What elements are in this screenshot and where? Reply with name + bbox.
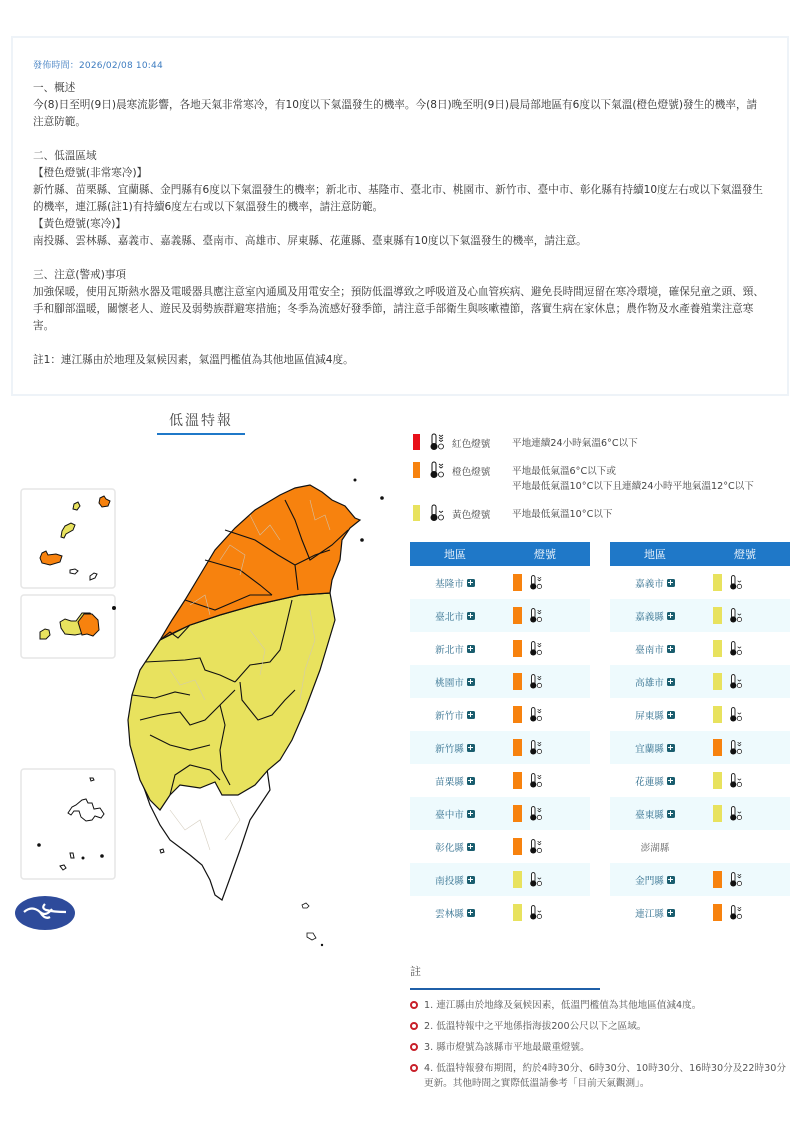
table-row (410, 863, 590, 896)
note-item (410, 1019, 790, 1034)
legend-desc-line: 平地最低氣溫10°C以下 (512, 509, 613, 520)
penghu-inset-frame (21, 769, 115, 879)
bullet-icon (410, 1022, 418, 1030)
signal-color-bar (713, 772, 722, 789)
thermometer-icon (528, 706, 542, 723)
region-name-cell[interactable] (610, 675, 700, 689)
signal-color-bar (513, 838, 522, 855)
note-text: 1. 連江縣由於地緣及氣候因素，低溫門檻值為其他地區值減4度。 (424, 1000, 702, 1011)
region-name[interactable]: 桃園市 (435, 677, 464, 689)
map-title: 低溫特報 (169, 413, 233, 429)
region-name[interactable]: 屏東縣 (635, 710, 664, 722)
region-name-cell[interactable] (410, 642, 500, 656)
signal-cell (700, 871, 790, 888)
region-name[interactable]: 新竹市 (435, 710, 464, 722)
legend-desc (512, 433, 638, 451)
region-name-cell[interactable] (610, 609, 700, 623)
region-name-cell[interactable] (610, 774, 700, 788)
region-name-cell[interactable] (410, 807, 500, 821)
bullet-icon (410, 1064, 418, 1072)
thermometer-icon (728, 904, 742, 921)
legend-desc (512, 461, 754, 494)
region-yellow-signal (128, 593, 335, 810)
signal-cell (700, 904, 790, 921)
region-name-cell[interactable] (610, 807, 700, 821)
thermometer-icon (728, 607, 742, 624)
region-name[interactable]: 連江縣 (635, 908, 664, 920)
expand-plus-icon[interactable] (667, 876, 675, 884)
taiwan-map (10, 400, 400, 960)
table-row (410, 665, 590, 698)
thermometer-icon (728, 805, 742, 822)
note-item (410, 1040, 790, 1055)
table-row (410, 764, 590, 797)
yellow-signal-heading: 【黃色燈號(寒冷)】 (33, 218, 127, 230)
notes-underline (410, 988, 600, 990)
bulletin-panel (11, 36, 789, 396)
section-heading: 二、低溫區域 (33, 150, 97, 162)
table-row (610, 698, 790, 731)
signal-color-bar (513, 739, 522, 756)
header-signal: 燈號 (734, 548, 756, 561)
region-name-cell[interactable] (610, 873, 700, 887)
table-row (410, 698, 590, 731)
signal-color-bar (513, 904, 522, 921)
region-name-cell (610, 840, 700, 854)
thermometer-icon (728, 574, 742, 591)
thermometer-orange-icon (428, 461, 444, 479)
header-region: 地區 (444, 548, 466, 561)
thermometer-icon (528, 739, 542, 756)
expand-plus-icon[interactable] (467, 909, 475, 917)
expand-plus-icon[interactable] (467, 876, 475, 884)
thermometer-yellow-icon (428, 504, 444, 522)
note-item (410, 998, 790, 1013)
expand-plus-icon[interactable] (467, 645, 475, 653)
signal-color-bar (713, 706, 722, 723)
expand-plus-icon[interactable] (467, 810, 475, 818)
yellow-signal-text: 南投縣、雲林縣、嘉義市、嘉義縣、臺南市、高雄市、屏東縣、花蓮縣、臺東縣有10度以下氣溫發生的機率，請注意。 (33, 235, 587, 247)
region-name[interactable]: 新北市 (435, 644, 464, 656)
region-name-cell[interactable] (610, 741, 700, 755)
section-precautions (33, 267, 767, 335)
orange-signal-heading: 【橙色燈號(非常寒冷)】 (33, 167, 148, 179)
region-name[interactable]: 高雄市 (635, 677, 664, 689)
signal-cell (500, 805, 590, 822)
region-table-right (610, 542, 790, 929)
thermometer-icon (528, 871, 542, 888)
signal-cell (700, 640, 790, 657)
signal-color-bar (713, 640, 722, 657)
thermometer-icon (528, 673, 542, 690)
thermometer-icon (528, 805, 542, 822)
region-name[interactable]: 嘉義縣 (635, 611, 664, 623)
map-title-block (157, 410, 245, 435)
legend-desc (512, 504, 612, 522)
thermometer-icon (528, 574, 542, 591)
region-name: 澎湖縣 (640, 842, 670, 854)
legend-name: 橙色燈號 (452, 467, 491, 478)
table-row (410, 830, 590, 863)
note-item (410, 1061, 790, 1091)
map-title-underline (157, 433, 245, 435)
table-row (610, 764, 790, 797)
signal-color-bar (513, 673, 522, 690)
table-body (610, 566, 790, 929)
expand-plus-icon[interactable] (667, 678, 675, 686)
table-header (410, 542, 590, 566)
thermometer-icon (528, 772, 542, 789)
table-row (410, 599, 590, 632)
notes-title: 註 (410, 965, 421, 978)
signal-cell (700, 739, 790, 756)
expand-plus-icon[interactable] (467, 777, 475, 785)
table-row (610, 863, 790, 896)
thermometer-icon (728, 673, 742, 690)
region-name-cell[interactable] (610, 576, 700, 590)
signal-color-bar (713, 805, 722, 822)
region-name-cell[interactable] (410, 906, 500, 920)
region-name-cell[interactable] (410, 840, 500, 854)
region-name[interactable]: 臺南市 (635, 644, 664, 656)
region-name[interactable]: 南投縣 (435, 875, 464, 887)
region-name[interactable]: 新竹縣 (435, 743, 464, 755)
region-name-cell[interactable] (410, 609, 500, 623)
signal-cell (500, 640, 590, 657)
table-row (610, 896, 790, 929)
thermometer-icon (528, 607, 542, 624)
note-text: 2. 低溫特報中之平地係指海拔200公尺以下之區域。 (424, 1021, 647, 1032)
legend-yellow (413, 504, 793, 522)
signal-color-bar (513, 805, 522, 822)
section-text: 加強保暖，使用瓦斯熱水器及電暖器具應注意室內通風及用電安全；預防低溫導致之呼吸道及心血管疾病、避免長時間逗留在寒冷環境，確保兒童之頭、頸、手和腳部溫暖，關懷老人、遊民及弱勢族群避寒措施；冬季為流感好發季節，請注意手部衛生與咳嗽禮節，落實生病在家休息；農作物及水產養殖業注意寒害。 (33, 286, 764, 332)
low-temperature-map (10, 400, 400, 960)
thermometer-icon (528, 904, 542, 921)
header-region: 地區 (644, 548, 666, 561)
signal-legend (413, 433, 793, 532)
region-name[interactable]: 臺北市 (435, 611, 464, 623)
legend-name: 紅色燈號 (452, 439, 491, 450)
expand-plus-icon[interactable] (467, 678, 475, 686)
region-name-cell[interactable] (410, 675, 500, 689)
expand-plus-icon[interactable] (467, 711, 475, 719)
note-text: 4. 低溫特報發布期間，約於4時30分、6時30分、10時30分、16時30分及22時30分更新。其他時間之實際低溫請參考「目前天氣觀測」。 (424, 1063, 786, 1089)
table-row (410, 896, 590, 929)
orange-swatch (413, 462, 420, 478)
legend-orange (413, 461, 793, 494)
expand-plus-icon[interactable] (667, 777, 675, 785)
expand-plus-icon[interactable] (667, 645, 675, 653)
region-name-cell[interactable] (610, 708, 700, 722)
region-name[interactable]: 嘉義市 (635, 578, 664, 590)
region-name-cell[interactable] (410, 774, 500, 788)
table-body (410, 566, 590, 929)
signal-color-bar (713, 673, 722, 690)
bullet-icon (410, 1001, 418, 1009)
signal-cell (500, 904, 590, 921)
region-name-cell[interactable] (410, 873, 500, 887)
signal-cell (700, 607, 790, 624)
thermometer-icon (528, 838, 542, 855)
expand-plus-icon[interactable] (467, 612, 475, 620)
expand-plus-icon[interactable] (667, 810, 675, 818)
table-row (610, 665, 790, 698)
legend-desc-line: 平地最低氣溫10°C以下且連續24小時平地氣溫12°C以下 (512, 481, 754, 492)
thermometer-icon (528, 640, 542, 657)
signal-cell (500, 871, 590, 888)
red-swatch (413, 434, 420, 450)
expand-plus-icon[interactable] (667, 711, 675, 719)
section-text: 今(8)日至明(9日)晨寒流影響，各地天氣非常寒冷，有10度以下氣溫發生的機率。今(8日)晚至明(9日)晨局部地區有6度以下氣溫(橙色燈號)發生的機率，請注意防範。 (33, 99, 758, 128)
thermometer-red-icon (428, 433, 444, 451)
thermometer-icon (728, 739, 742, 756)
section-overview (33, 80, 767, 131)
table-row (610, 731, 790, 764)
region-name[interactable]: 彰化縣 (435, 842, 464, 854)
signal-color-bar (713, 607, 722, 624)
signal-color-bar (713, 904, 722, 921)
signal-color-bar (513, 871, 522, 888)
signal-color-bar (713, 871, 722, 888)
signal-cell (500, 739, 590, 756)
notes-section (410, 963, 790, 1097)
table-row (610, 797, 790, 830)
legend-red (413, 433, 793, 451)
signal-color-bar (713, 739, 722, 756)
region-name[interactable]: 花蓮縣 (635, 776, 664, 788)
signal-cell (500, 772, 590, 789)
expand-plus-icon[interactable] (667, 579, 675, 587)
table-header (610, 542, 790, 566)
issue-time: 發佈時間：2026/02/08 10:44 (33, 61, 163, 71)
region-name-cell[interactable] (610, 642, 700, 656)
signal-cell (500, 706, 590, 723)
signal-cell (700, 574, 790, 591)
signal-color-bar (513, 640, 522, 657)
yellow-swatch (413, 505, 420, 521)
signal-cell (500, 838, 590, 855)
section-regions (33, 148, 767, 250)
cwa-logo (15, 896, 75, 930)
signal-cell (700, 772, 790, 789)
signal-cell (500, 607, 590, 624)
section-heading: 一、概述 (33, 82, 76, 94)
section-heading: 三、注意(警戒)事項 (33, 269, 127, 281)
table-row (410, 731, 590, 764)
expand-plus-icon[interactable] (667, 744, 675, 752)
expand-plus-icon[interactable] (667, 612, 675, 620)
signal-color-bar (513, 772, 522, 789)
footnote-text: 註1：連江縣由於地理及氣候因素，氣溫門檻值為其他地區值減4度。 (33, 354, 354, 366)
region-name-cell[interactable] (410, 741, 500, 755)
region-name[interactable]: 宜蘭縣 (635, 743, 664, 755)
signal-color-bar (713, 574, 722, 591)
expand-plus-icon[interactable] (467, 843, 475, 851)
region-name[interactable]: 基隆市 (435, 578, 464, 590)
region-name[interactable]: 金門縣 (635, 875, 664, 887)
region-name[interactable]: 雲林縣 (435, 908, 464, 920)
region-table-left (410, 542, 590, 929)
expand-plus-icon[interactable] (467, 744, 475, 752)
thermometer-icon (728, 871, 742, 888)
expand-plus-icon[interactable] (467, 579, 475, 587)
legend-desc-line: 平地連續24小時氣溫6°C以下 (512, 438, 638, 449)
bullet-icon (410, 1043, 418, 1051)
table-row (610, 566, 790, 599)
signal-cell (500, 574, 590, 591)
section-footnote (33, 352, 767, 369)
signal-color-bar (513, 706, 522, 723)
note-text: 3. 縣市燈號為該縣市平地最嚴重燈號。 (424, 1042, 590, 1053)
table-row (610, 599, 790, 632)
signal-cell (700, 706, 790, 723)
signal-cell (700, 805, 790, 822)
table-row (410, 566, 590, 599)
signal-color-bar (513, 607, 522, 624)
thermometer-icon (728, 640, 742, 657)
legend-desc-line: 平地最低氣溫6°C以下或 (512, 466, 616, 477)
thermometer-icon (728, 706, 742, 723)
orange-signal-text: 新竹縣、苗栗縣、宜蘭縣、金門縣有6度以下氣溫發生的機率；新北市、基隆市、臺北市、桃園市、新竹市、臺中市、彰化縣有持續10度左右或以下氣溫發生的機率，連江縣(註1)有持續6度左右或以下氣溫發生的機率，請注意防範。 (33, 184, 763, 213)
expand-plus-icon[interactable] (667, 909, 675, 917)
legend-name: 黃色燈號 (452, 510, 491, 521)
signal-cell (500, 673, 590, 690)
region-name-cell[interactable] (410, 708, 500, 722)
table-row (410, 797, 590, 830)
table-row (610, 830, 790, 863)
region-name[interactable]: 臺東縣 (635, 809, 664, 821)
region-name[interactable]: 苗栗縣 (435, 776, 464, 788)
header-signal: 燈號 (534, 548, 556, 561)
table-row (410, 632, 590, 665)
thermometer-icon (728, 772, 742, 789)
signal-cell (700, 673, 790, 690)
table-row (610, 632, 790, 665)
region-name-cell[interactable] (410, 576, 500, 590)
signal-color-bar (513, 574, 522, 591)
region-name[interactable]: 臺中市 (435, 809, 464, 821)
region-name-cell[interactable] (610, 906, 700, 920)
